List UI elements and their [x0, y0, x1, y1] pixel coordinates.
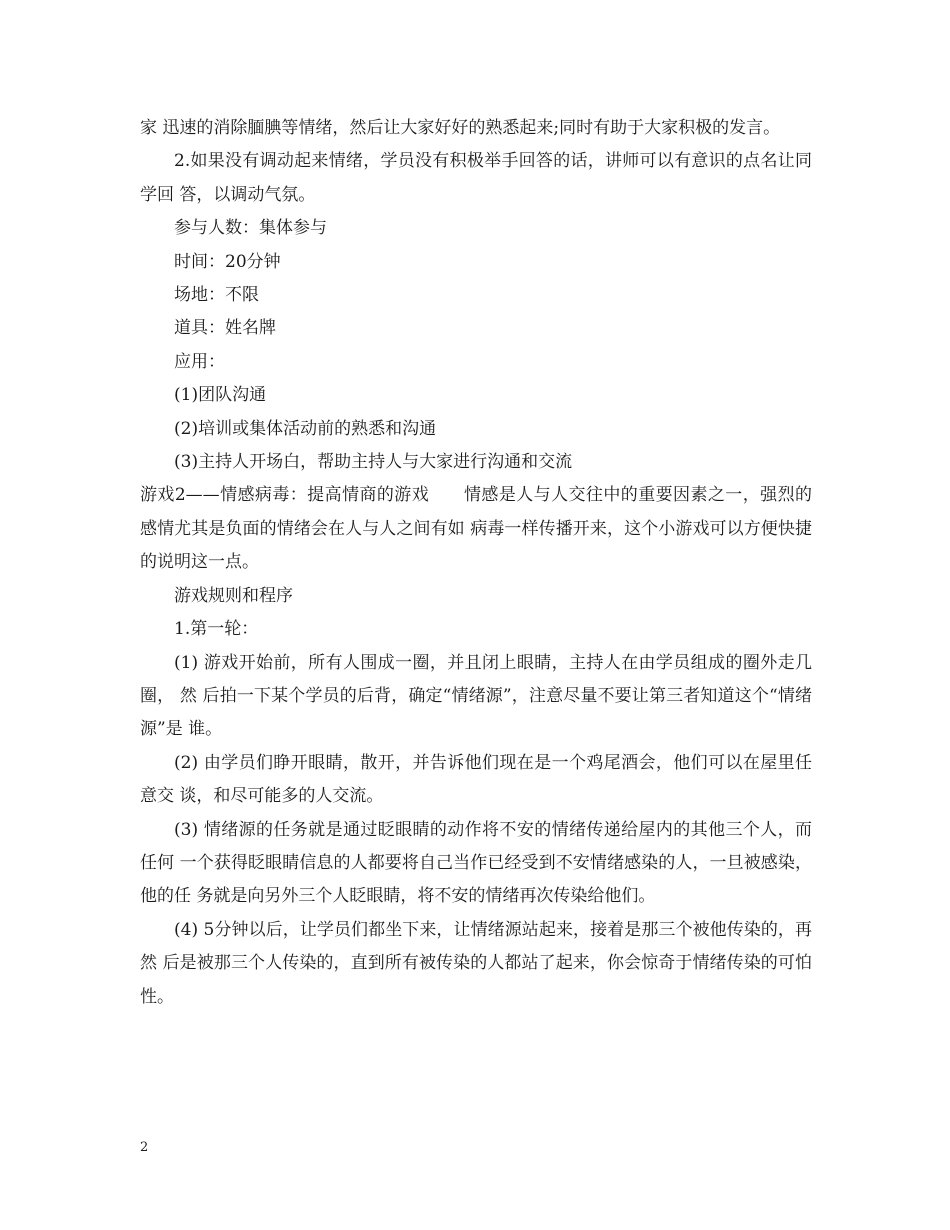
paragraph: (1) 游戏开始前，所有人围成一圈，并且闭上眼睛，主持人在由学员组成的圈外走几圈， 然 后拍一下某个学员的后背，确定“情绪源”，注意尽量不要让第三者知道这个“情绪源”是 谁。: [140, 652, 812, 740]
paragraph: 道具：姓名牌: [174, 318, 276, 339]
list-item: (3)主持人开场白，帮助主持人与大家进行沟通和交流: [174, 452, 573, 473]
paragraph: (4) 5分钟以后，让学员们都坐下来，让情绪源站起来，接着是那三个被他传染的，再然 后是被那三个人传染的，直到所有被传染的人都站了起来，你会惊奇于情绪传染的可怕性。: [140, 919, 812, 1007]
list-item: (2)培训或集体活动前的熟悉和沟通: [174, 418, 437, 439]
paragraph: (2) 由学员们睁开眼睛，散开，并告诉他们现在是一个鸡尾酒会，他们可以在屋里任意交 谈，和尽可能多的人交流。: [140, 752, 812, 807]
paragraph: (3) 情绪源的任务就是通过眨眼睛的动作将不安的情绪传递给屋内的其他三个人，而任何 一个获得眨眼睛信息的人都要将自己当作已经受到不安情绪感染的人，一旦被感染，他的任 务就是向另外三个人眨眼睛，将不安的情绪再次传染给他们。: [140, 819, 812, 907]
paragraph: 2.如果没有调动起来情绪，学员没有积极举手回答的话，讲师可以有意识的点名让同学回 答，以调动气氛。: [140, 151, 812, 205]
paragraph: 家 迅速的消除腼腆等情绪，然后让大家好好的熟悉起来;同时有助于大家积极的发言。: [140, 118, 781, 138]
body-text: [140, 112, 812, 1014]
paragraph: 时间：20分钟: [174, 251, 281, 272]
paragraph: 1.第一轮：: [174, 619, 259, 640]
page-number: 2: [140, 1140, 149, 1155]
list-item: (1)团队沟通: [174, 385, 267, 406]
paragraph: 场地：不限: [174, 285, 259, 306]
paragraph: 游戏2——情感病毒：提高情商的游戏 情感是人与人交往中的重要因素之一，强烈的感情尤其是负面的情绪会在人与人之间有如 病毒一样传播开来，这个小游戏可以方便快捷的说明这一点。: [140, 485, 812, 573]
section-heading: 游戏规则和程序: [174, 585, 293, 606]
paragraph: 参与人数：集体参与: [174, 218, 327, 239]
paragraph: 应用：: [174, 351, 225, 372]
